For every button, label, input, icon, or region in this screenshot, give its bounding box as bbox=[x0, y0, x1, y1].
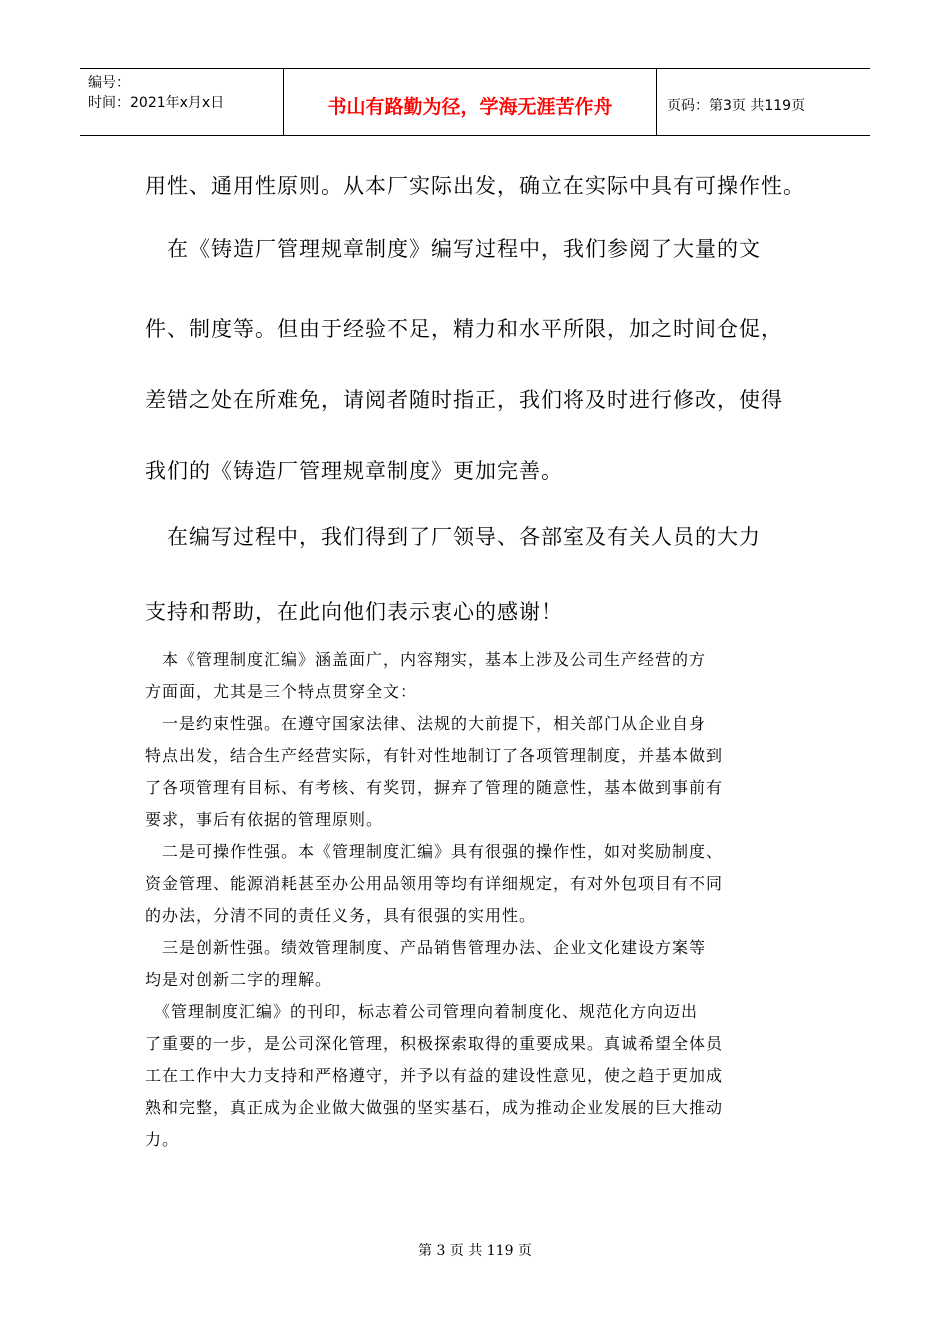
text-line: 资金管理、能源消耗甚至办公用品领用等均有详细规定，有对外包项目有不同 bbox=[145, 874, 724, 893]
text-line: 二是可操作性强。本《管理制度汇编》具有很强的操作性，如对奖励制度、 bbox=[145, 842, 724, 861]
text-line: 要求，事后有依据的管理原则。 bbox=[145, 810, 384, 829]
text-line: 件、制度等。但由于经验不足，精力和水平所限，加之时间仓促， bbox=[145, 317, 783, 341]
header-meta bbox=[80, 69, 283, 135]
text-line: 了各项管理有目标、有考核、有奖罚，摒弃了管理的随意性，基本做到事前有 bbox=[145, 778, 724, 797]
text-line: 熟和完整，真正成为企业做大做强的坚实基石，成为推动企业发展的巨大推动 bbox=[145, 1098, 724, 1117]
text-line: 差错之处在所难免，请阅者随时指正，我们将及时进行修改，使得 bbox=[145, 388, 783, 412]
header-motto: 书山有路勤为径，学海无涯苦作舟 bbox=[283, 69, 657, 135]
document-number-label: 编号： bbox=[88, 75, 130, 91]
text-line: 《管理制度汇编》的刊印，标志着公司管理向着制度化、规范化方向迈出 bbox=[145, 1002, 699, 1021]
text-line: 本《管理制度汇编》涵盖面广，内容翔实，基本上涉及公司生产经营的方 bbox=[145, 650, 707, 669]
text-line: 方面面，尤其是三个特点贯穿全文： bbox=[145, 682, 418, 701]
text-line: 支持和帮助，在此向他们表示衷心的感谢！ bbox=[145, 600, 563, 624]
text-line: 三是创新性强。绩效管理制度、产品销售管理办法、企业文化建设方案等 bbox=[145, 938, 707, 957]
text-line: 在《铸造厂管理规章制度》编写过程中，我们参阅了大量的文 bbox=[145, 237, 761, 261]
header-page-info: 页码：第3页 共119页 bbox=[667, 98, 806, 114]
text-line: 的办法，分清不同的责任义务，具有很强的实用性。 bbox=[145, 906, 537, 925]
text-line: 用性、通用性原则。从本厂实际出发，确立在实际中具有可操作性。 bbox=[145, 174, 805, 198]
page-header bbox=[80, 68, 870, 136]
text-line: 均是对创新二字的理解。 bbox=[145, 970, 333, 989]
text-line: 特点出发，结合生产经营实际，有针对性地制订了各项管理制度，并基本做到 bbox=[145, 746, 724, 765]
text-line: 了重要的一步，是公司深化管理，积极探索取得的重要成果。真诚希望全体员 bbox=[145, 1034, 724, 1053]
text-line: 我们的《铸造厂管理规章制度》更加完善。 bbox=[145, 459, 563, 483]
document-date: 时间：2021年x月x日 bbox=[88, 95, 225, 111]
text-line: 工在工作中大力支持和严格遵守，并予以有益的建设性意见，使之趋于更加成 bbox=[145, 1066, 724, 1085]
text-line: 在编写过程中，我们得到了厂领导、各部室及有关人员的大力 bbox=[145, 525, 761, 549]
page-footer: 第 3 页 共 119 页 bbox=[418, 1243, 532, 1259]
text-line: 一是约束性强。在遵守国家法律、法规的大前提下，相关部门从企业自身 bbox=[145, 714, 707, 733]
summary-section bbox=[145, 644, 815, 1156]
text-line: 力。 bbox=[145, 1130, 180, 1149]
